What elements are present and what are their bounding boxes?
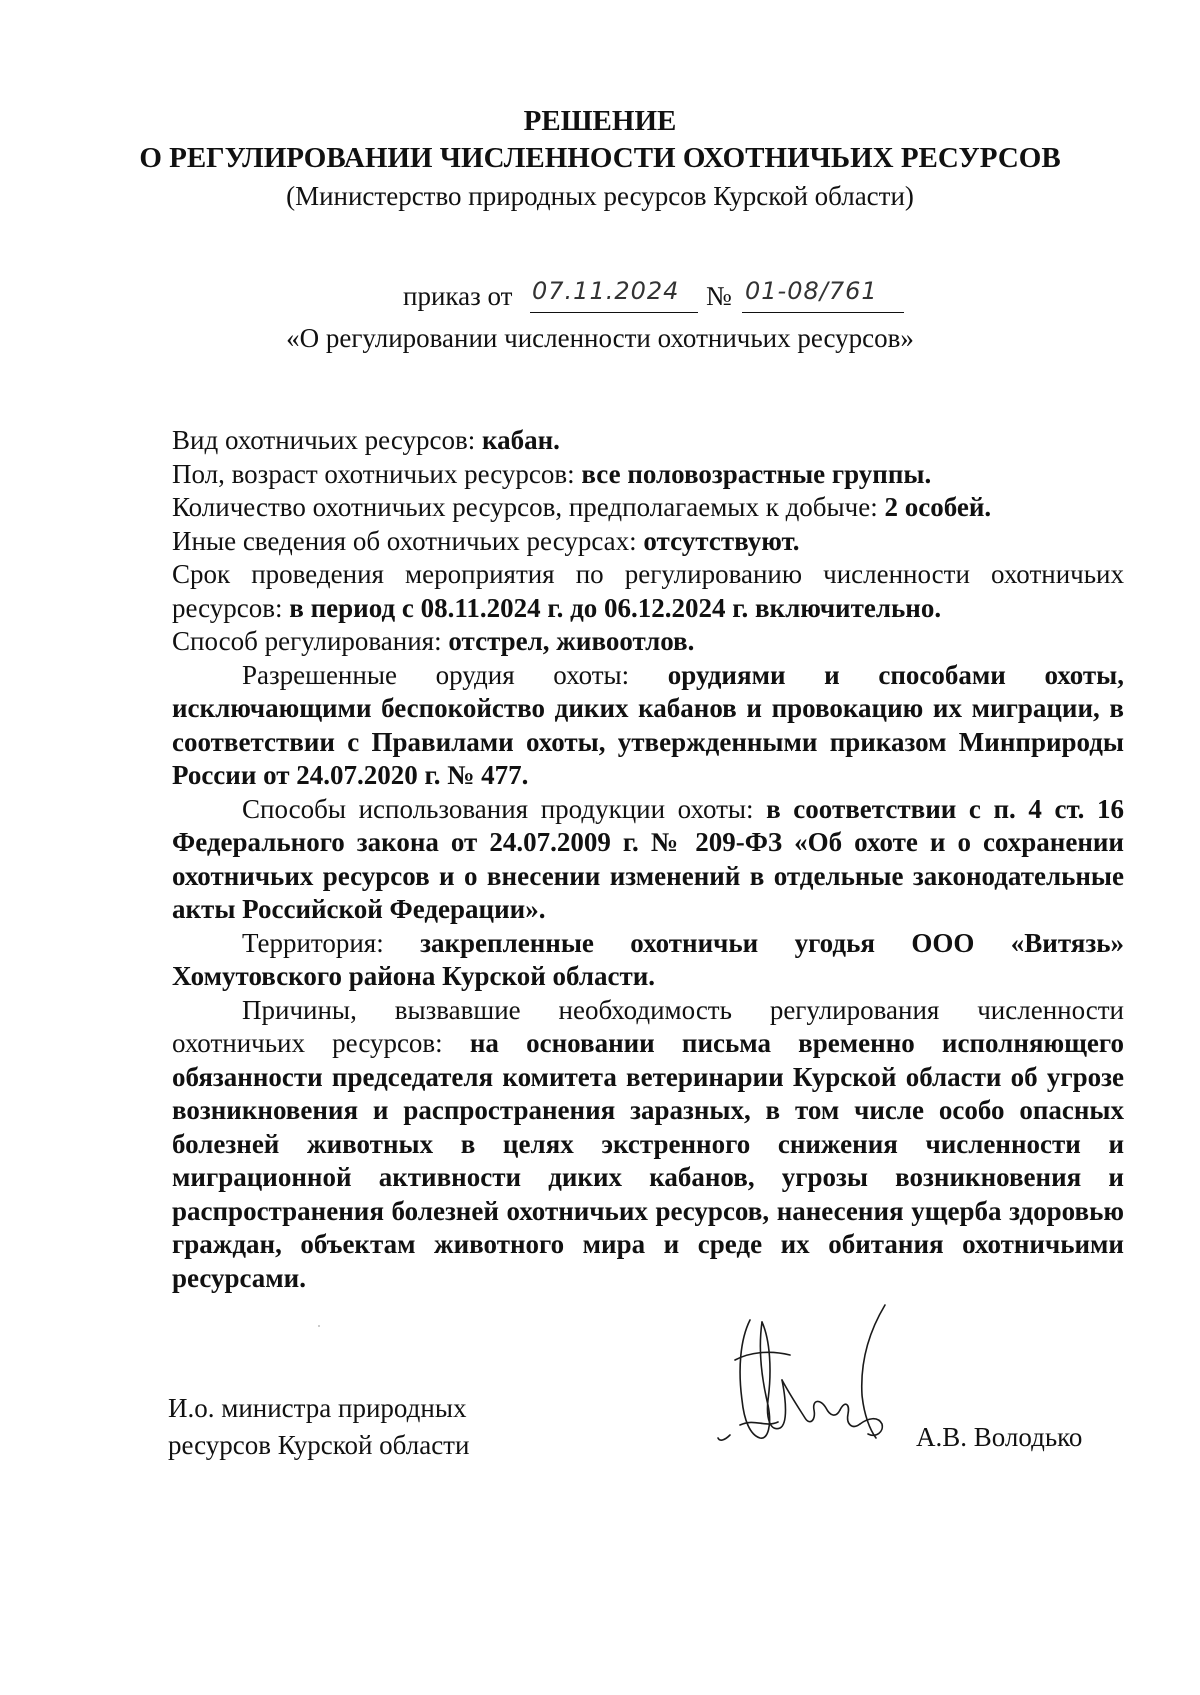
ministry-name: (Министерство природных ресурсов Курской области) <box>286 181 914 211</box>
tools-paragraph: Разрешенные орудия охоты: орудиями и способами охоты, исключающими беспокойство диких кабанов и провокацию их миграции, в соответствии с Правилами охоты, утвержденными приказом Минприроды России от 24.07.2020 г. № 477. <box>172 659 1124 790</box>
sex-age-value: все половозрастные группы. <box>581 458 932 489</box>
reasons-paragraph: Причины, вызвавшие необходимость регулирования численности охотничьих ресурсов: на основании письма временно исполняющего обязанности председателя комитета ветеринарии Курской области об угрозе возникновения и распространения заразных, в том числе особо опасных болезней животных в целях экстренного снижения численности и миграционной активности диких кабанов, угрозы возникновения и распространения болезней охотничьих ресурсов, нанесения ущерба здоровью граждан, объектам животного мира и среде их обитания охотничьими ресурсами. <box>172 994 1124 1293</box>
document-subtitle: О РЕГУЛИРОВАНИИ ЧИСЛЕННОСТИ ОХОТНИЧЬИХ РЕСУРСОВ <box>139 142 1061 174</box>
order-number-handwritten: 01-08/761 <box>745 277 878 305</box>
order-date-underline <box>530 312 698 313</box>
signatory-position: И.о. министра природных ресурсов Курской области <box>168 1393 470 1460</box>
handwritten-signature <box>710 1300 900 1450</box>
order-date-handwritten: 07.11.2024 <box>532 277 680 305</box>
territory-paragraph: Территория: закрепленные охотничьи угодья ООО «Витязь» Хомутовского района Курской области. <box>172 927 1124 991</box>
species-value: кабан. <box>481 425 560 455</box>
order-name: «О регулировании численности охотничьих ресурсов» <box>286 323 914 353</box>
other-info-line: Иные сведения об охотничьих ресурсах: отсутствуют. <box>172 525 800 556</box>
method-line: Способ регулирования: отстрел, живоотлов. <box>172 626 695 656</box>
method-value: отстрел, живоотлов. <box>448 626 695 656</box>
usage-paragraph: Способы использования продукции охоты: в соответствии с п. 4 ст. 16 Федерального закона от 24.07.2009 г. № 209-ФЗ «Об охоте и о сохранении охотничьих ресурсов и о внесении изменений в отдельные законодательные акты Российской Федерации». <box>172 793 1125 924</box>
quantity-line: Количество охотничьих ресурсов, предполагаемых к добыче: 2 особей. <box>172 492 992 522</box>
order-number-underline <box>742 312 904 313</box>
sex-age-line: Пол, возраст охотничьих ресурсов: все половозрастные группы. <box>172 458 932 489</box>
order-reference <box>0 277 1200 317</box>
period-value: в период с 08.11.2024 г. до 06.12.2024 г. включительно. <box>289 592 942 623</box>
territory-value: закрепленные охотничьи угодья ООО «Витязь» Хомутовского района Курской области. <box>172 927 1124 991</box>
quantity-value: 2 особей. <box>884 492 992 522</box>
order-prefix: приказ от <box>403 281 513 311</box>
scan-speck <box>318 1325 320 1327</box>
period-line: Срок проведения мероприятия по регулированию численности охотничьих ресурсов: в период с 08.11.2024 г. до 06.12.2024 г. включительно. <box>172 559 1124 623</box>
tools-value: орудиями и способами охоты, исключающими беспокойство диких кабанов и провокацию их миграции, в соответствии с Правилами охоты, утвержденными приказом Минприроды России от 24.07.2020 г. № 477. <box>172 659 1124 790</box>
species-line: Вид охотничьих ресурсов: кабан. <box>172 425 560 455</box>
signatory-name: А.В. Володько <box>916 1422 1083 1452</box>
reasons-value: на основании письма временно исполняющего обязанности председателя комитета ветеринарии Курской области об угрозе возникновения и распространения заразных, в том числе особо опасных болезней животных в целях экстренного снижения численности и миграционной активности диких кабанов, угрозы возникновения и распространения болезней охотничьих ресурсов, нанесения ущерба здоровью граждан, объектам животного мира и среде их обитания охотничьими ресурсами. <box>172 1028 1124 1293</box>
decision-body <box>172 424 1124 1295</box>
document-title: РЕШЕНИЕ <box>523 105 677 137</box>
usage-value: в соответствии с п. 4 ст. 16 Федерального закона от 24.07.2009 г. № 209-ФЗ «Об охоте и о сохранении охотничьих ресурсов и о внесении изменений в отдельные законодательные акты Российской Федерации». <box>172 793 1125 924</box>
other-info-value: отсутствуют. <box>643 525 800 556</box>
order-number-sign: № <box>706 281 732 311</box>
